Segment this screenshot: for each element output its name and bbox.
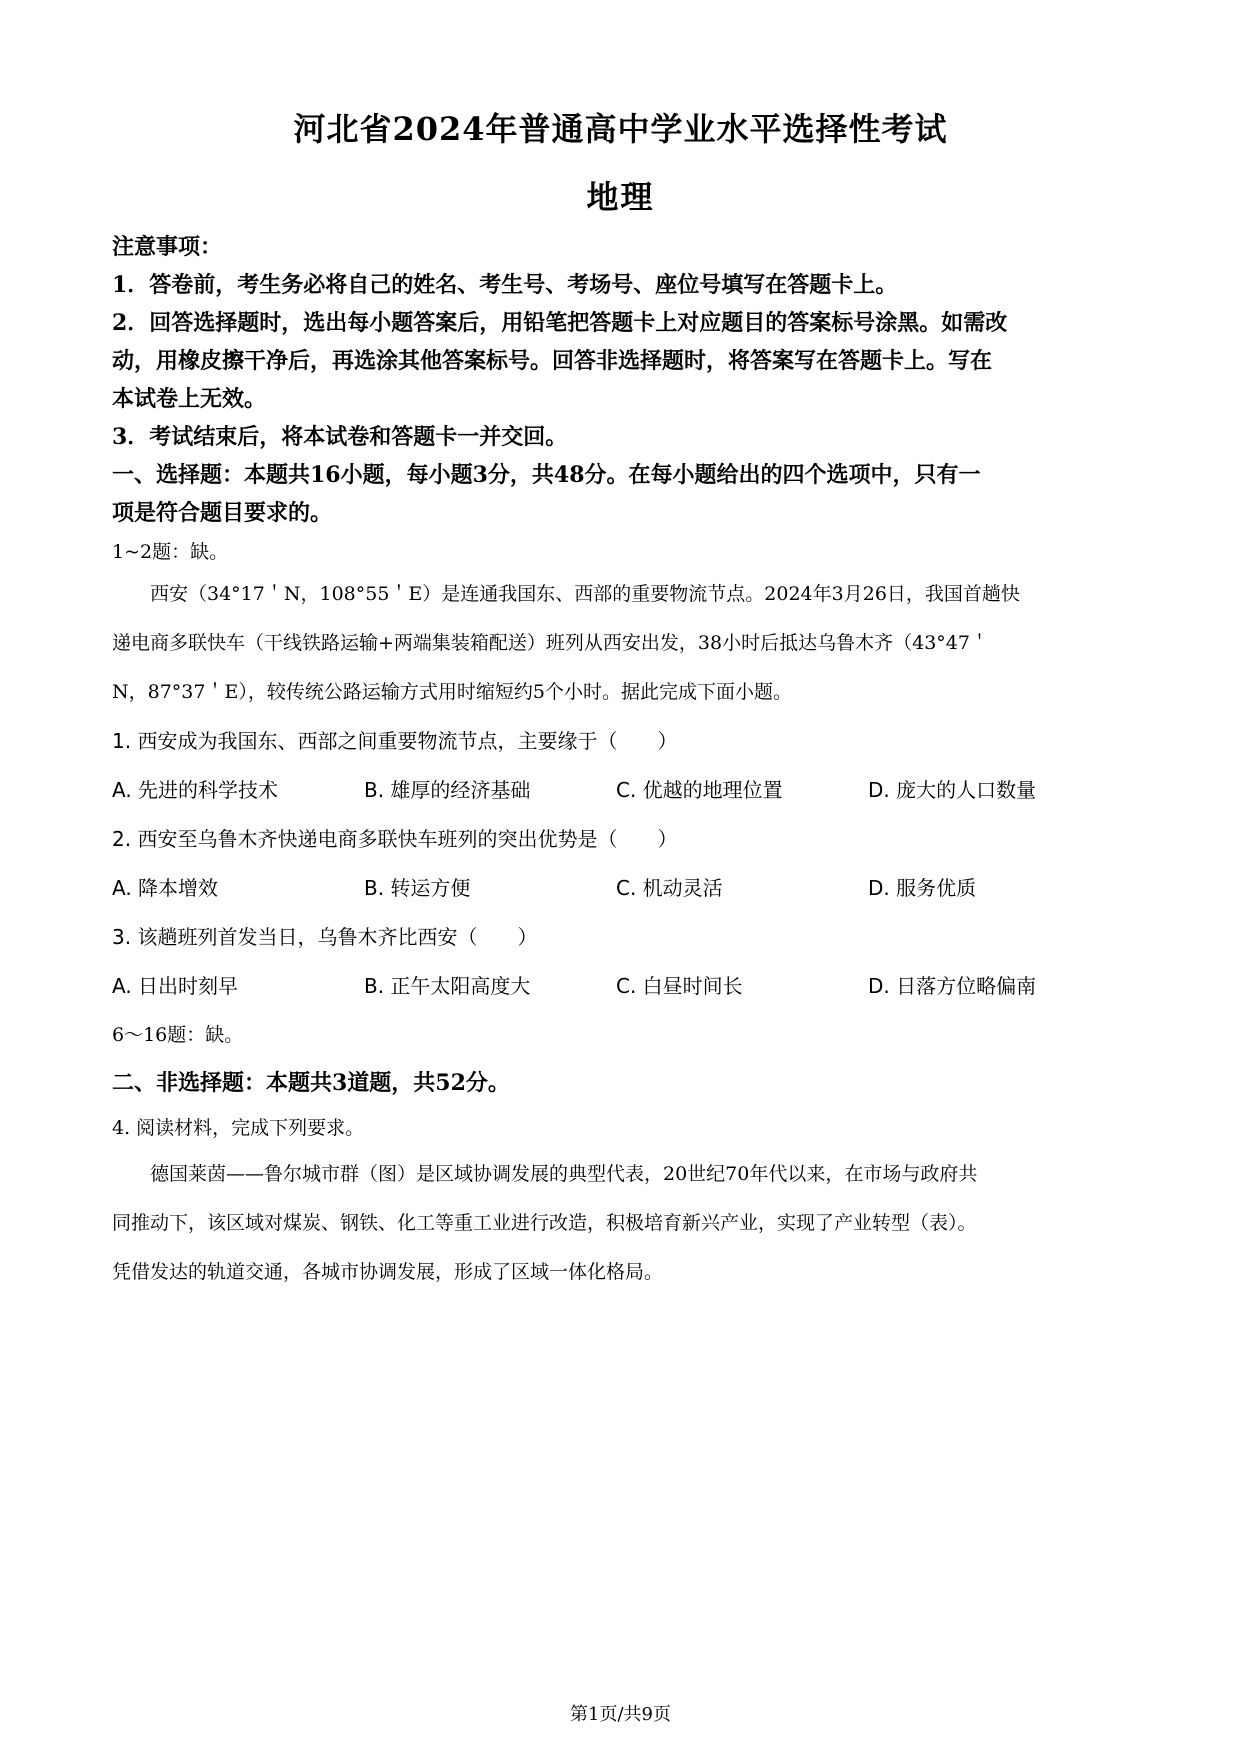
question-stem: 3. 该趟班列首发当日，乌鲁木齐比西安（ ） [112,925,538,949]
missing-questions-6-16: 6～16题：缺。 [112,1024,244,1046]
passage-line: 西安（34°17＇N，108°55＇E）是连通我国东、西部的重要物流节点。2024年3月26日，我国首趟快 [150,583,1020,605]
passage-line: N，87°37＇E），较传统公路运输方式用时缩短约5个小时。据此完成下面小题。 [112,681,792,703]
option-d: D. 庞大的人口数量 [868,778,1037,802]
option-c: C. 优越的地理位置 [616,778,783,802]
passage-line: 德国莱茵——鲁尔城市群（图）是区域协调发展的典型代表，20世纪70年代以来，在市场与政府共 [150,1163,978,1185]
notice-item-2: 2．回答选择题时，选出每小题答案后，用铅笔把答题卡上对应题目的答案标号涂黑。如需改 [112,310,1008,336]
option-c: C. 机动灵活 [616,876,723,900]
option-a: A. 降本增效 [112,876,219,900]
question-2 [112,815,1134,913]
option-d: D. 服务优质 [868,876,977,900]
option-b: B. 正午太阳高度大 [364,974,531,998]
question-options [112,864,1134,913]
option-b: B. 转运方便 [364,876,471,900]
section2-heading: 二、非选择题：本题共3道题，共52分。 [112,1070,510,1096]
question-stem: 1. 西安成为我国东、西部之间重要物流节点，主要缘于（ ） [112,729,678,753]
passage-line: 凭借发达的轨道交通，各城市协调发展，形成了区域一体化格局。 [112,1261,664,1283]
question-options [112,766,1134,815]
option-a: A. 日出时刻早 [112,974,239,998]
notice-item-3: 3．考试结束后，将本试卷和答题卡一并交回。 [112,424,568,450]
option-b: B. 雄厚的经济基础 [364,778,531,802]
passage-line: 递电商多联快车（干线铁路运输+两端集装箱配送）班列从西安出发，38小时后抵达乌鲁木齐（43°47＇ [112,632,989,654]
passage-xian [112,570,1134,717]
option-c: C. 白昼时间长 [616,974,743,998]
section1-heading-cont: 项是符合题目要求的。 [112,500,333,526]
notice-heading: 注意事项： [112,234,223,260]
question-options [112,962,1134,1011]
notice-item-2-cont: 动，用橡皮擦干净后，再选涂其他答案标号。回答非选择题时，将答案写在答题卡上。写在 [112,348,993,374]
exam-content [112,228,1134,1297]
exam-subject: 地理 [586,178,655,216]
page-number: 第1页/共9页 [570,1704,671,1725]
notice-item-1: 1．答卷前，考生务必将自己的姓名、考生号、考场号、座位号填写在答题卡上。 [112,272,898,298]
notice-item-2-end: 本试卷上无效。 [112,386,267,412]
passage-rhine-ruhr [112,1150,1134,1297]
question-4-stem: 4. 阅读材料，完成下列要求。 [112,1117,365,1139]
option-d: D. 日落方位略偏南 [868,974,1037,998]
question-3 [112,913,1134,1011]
question-1 [112,717,1134,815]
missing-questions-1-2: 1~2题：缺。 [112,541,229,563]
exam-title: 河北省2024年普通高中学业水平选择性考试 [293,110,948,148]
option-a: A. 先进的科学技术 [112,778,279,802]
question-stem: 2. 西安至乌鲁木齐快递电商多联快车班列的突出优势是（ ） [112,827,678,851]
passage-line: 同推动下，该区域对煤炭、钢铁、化工等重工业进行改造，积极培育新兴产业，实现了产业转型（表）。 [112,1212,977,1234]
section1-heading: 一、选择题：本题共16小题，每小题3分，共48分。在每小题给出的四个选项中，只有一 [112,462,981,488]
